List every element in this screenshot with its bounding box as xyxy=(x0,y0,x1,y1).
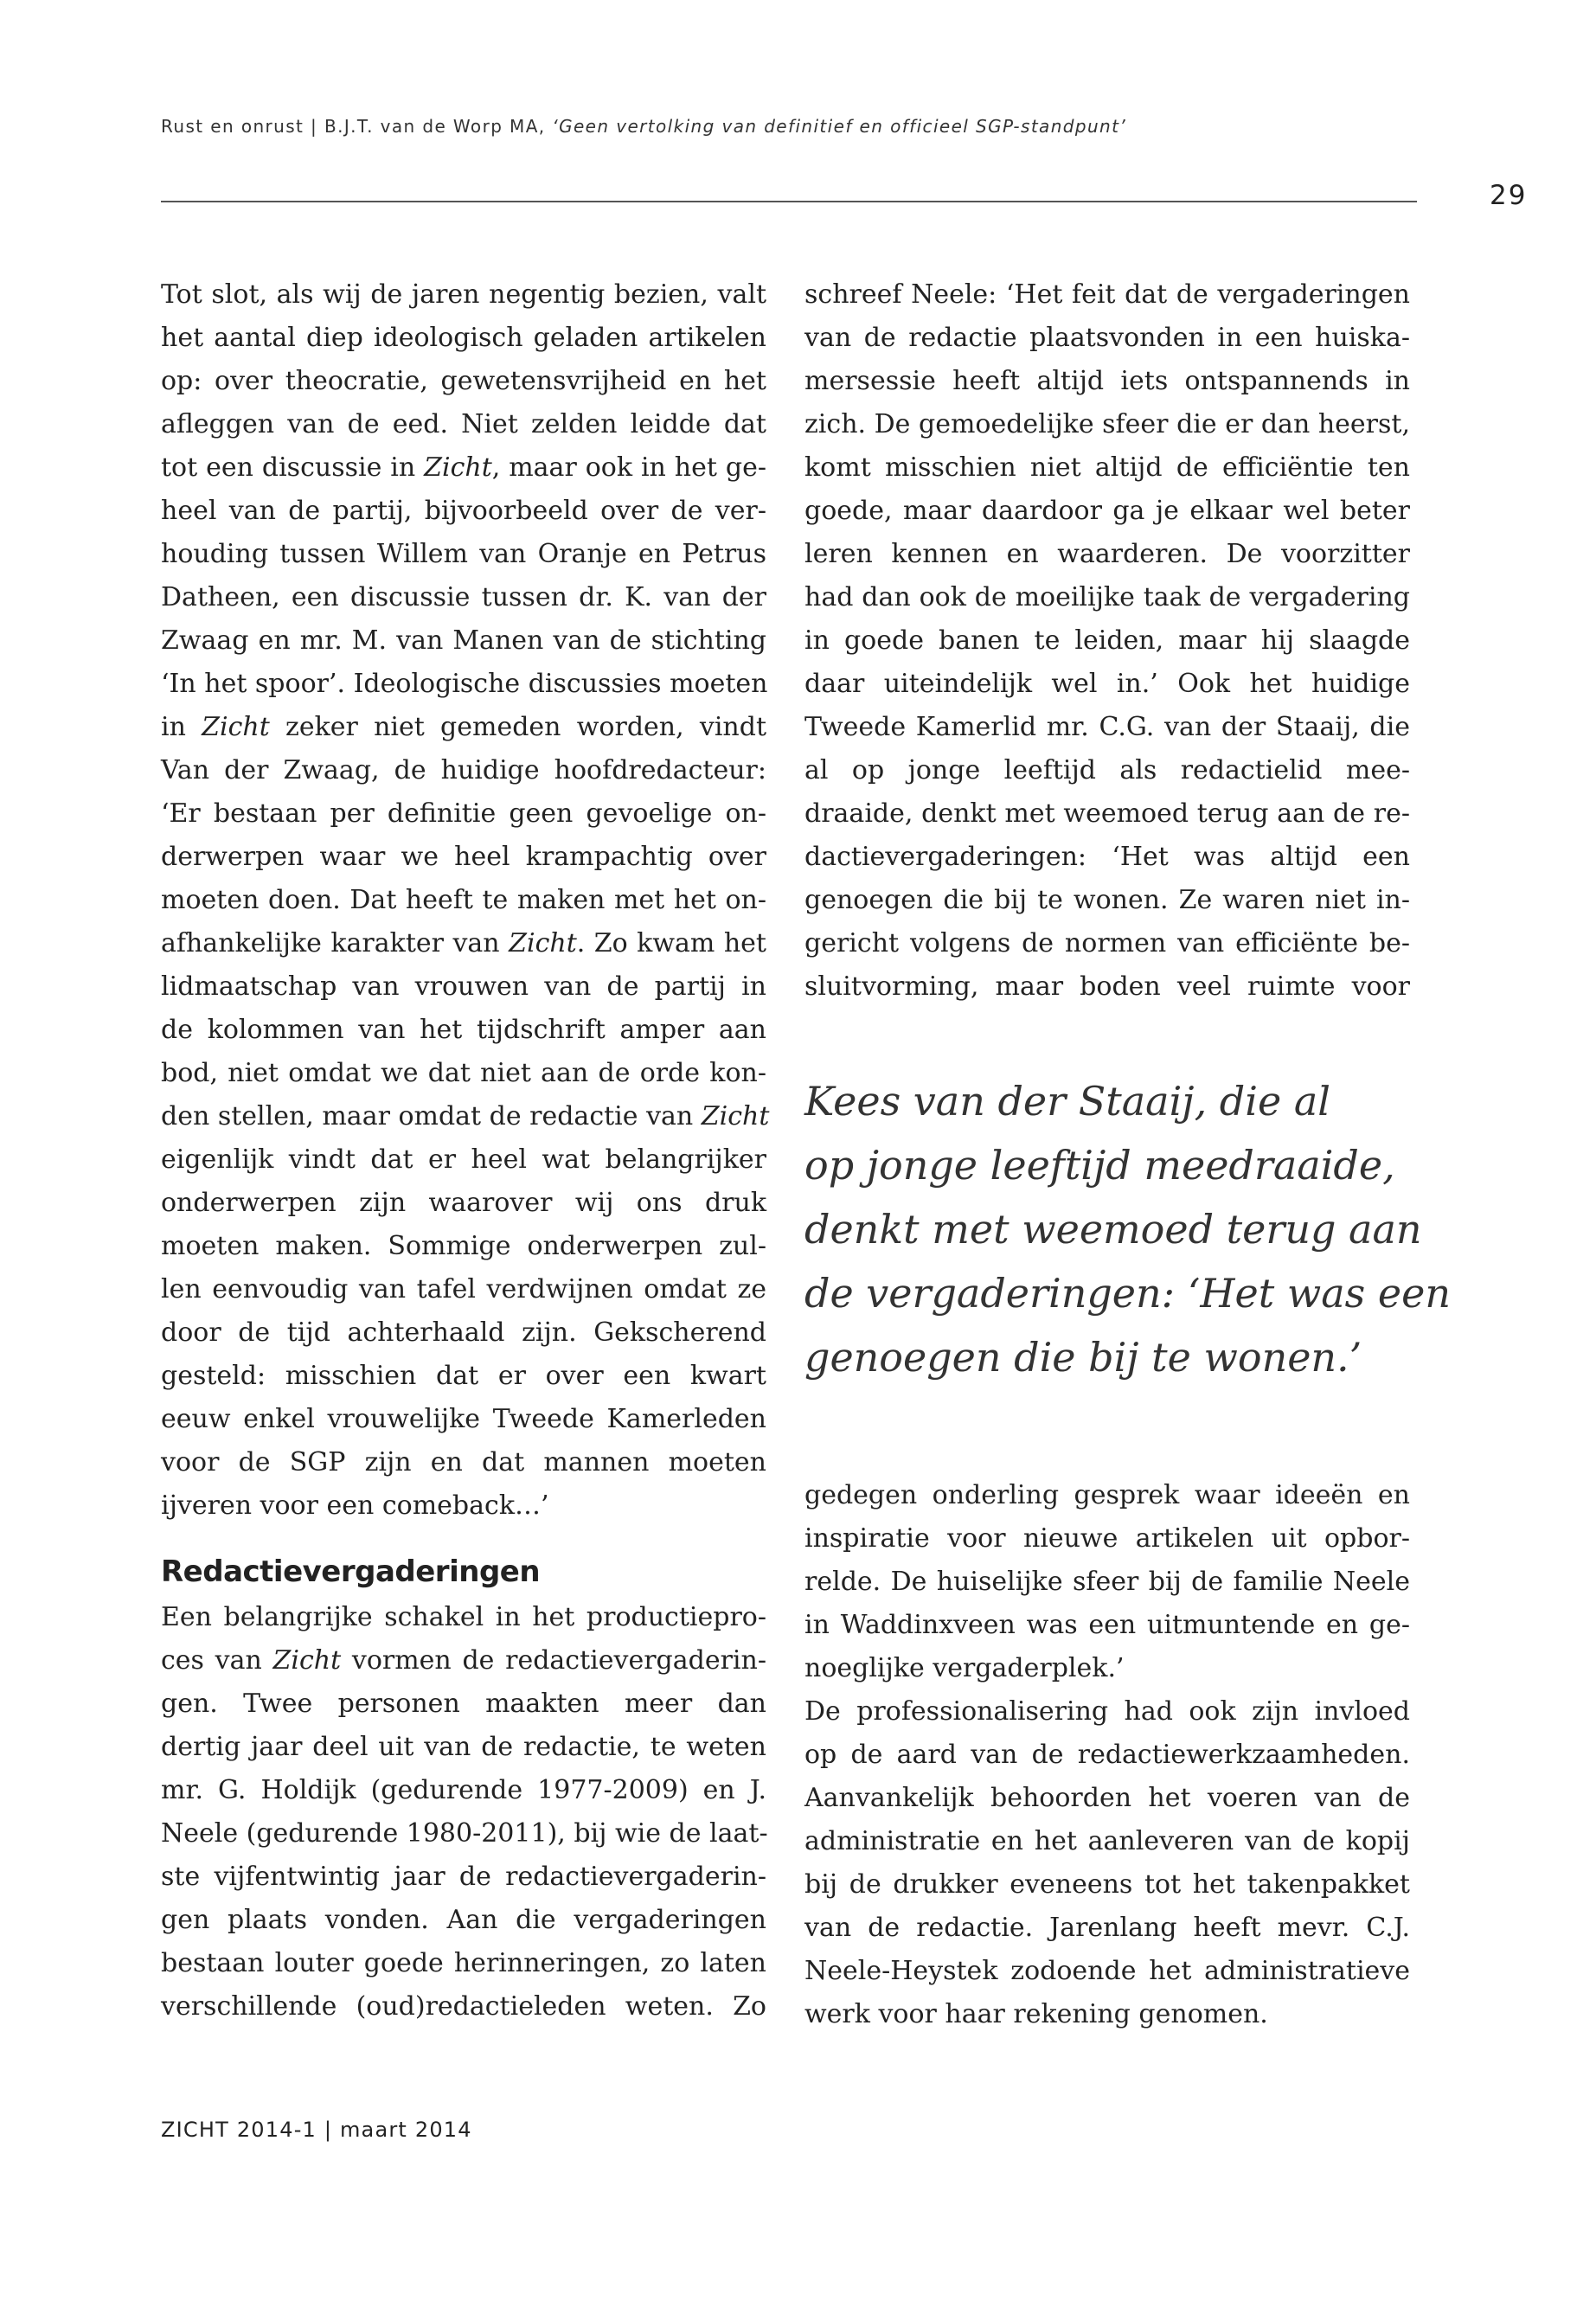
text-line: Aanvankelijk behoorden het voeren van de xyxy=(804,1783,1410,1813)
text-line: De professionalisering had ook zijn invloed xyxy=(804,1696,1410,1727)
pull-quote-line: de vergaderingen: ‘Het was een xyxy=(804,1270,1451,1317)
text-line: mr. G. Holdijk (gedurende 1977-2009) en J. xyxy=(161,1775,766,1805)
text-line: verschillende (oud)redactieleden weten. Zo xyxy=(161,1991,766,2022)
text-line: sluitvorming, maar boden veel ruimte voor xyxy=(804,971,1410,1002)
italic-title: Zicht xyxy=(424,452,492,483)
text-line: houding tussen Willem van Oranje en Petrus xyxy=(161,539,766,569)
text-line: draaide, denkt met weemoed terug aan de re- xyxy=(804,798,1410,829)
header-rule xyxy=(161,201,1417,202)
text-line: afleggen van de eed. Niet zelden leidde dat xyxy=(161,409,766,439)
text-line: derwerpen waar we heel krampachtig over xyxy=(161,842,766,872)
text-line: op de aard van de redactiewerkzaamheden. xyxy=(804,1740,1410,1770)
text-line: gen. Twee personen maakten meer dan xyxy=(161,1689,766,1719)
text-line: administratie en het aanleveren van de kopij xyxy=(804,1826,1410,1856)
running-head-prefix: Rust en onrust | B.J.T. van de Worp MA, xyxy=(161,116,546,137)
text-line: Zwaag en mr. M. van Manen van de stichting xyxy=(161,625,766,656)
section-paragraph xyxy=(161,1596,766,2029)
italic-title: Zicht xyxy=(701,1101,770,1131)
text-line: inspiratie voor nieuwe artikelen uit opbor- xyxy=(804,1523,1410,1554)
text-line: gericht volgens de normen van efficiënte be- xyxy=(804,928,1410,958)
italic-title: Zicht xyxy=(509,928,577,958)
footer-issue: ZICHT 2014-1 | maart 2014 xyxy=(161,2118,472,2142)
text-line: onderwerpen zijn waarover wij ons druk xyxy=(161,1188,766,1218)
text-line: Datheen, een discussie tussen dr. K. van der xyxy=(161,582,766,612)
text-line: den stellen, maar omdat de redactie van Zicht xyxy=(161,1101,770,1131)
text-line: ste vijfentwintig jaar de redactievergaderin- xyxy=(161,1862,766,1892)
text-line: Neele-Heystek zodoende het administratieve xyxy=(804,1956,1410,1986)
text-line: op: over theocratie, gewetensvrijheid en het xyxy=(161,366,766,396)
text-line: bij de drukker eveneens tot het takenpakket xyxy=(804,1869,1410,1900)
text-line: gen plaats vonden. Aan die vergaderingen xyxy=(161,1905,766,1935)
pull-quote-line: op jonge leeftijd meedraaide, xyxy=(804,1142,1395,1189)
text-line: dertig jaar deel uit van de redactie, te weten xyxy=(161,1732,766,1762)
text-line: lidmaatschap van vrouwen van de partij in xyxy=(161,971,766,1002)
left-column-text xyxy=(161,273,770,1528)
text-line: daar uiteindelijk wel in.’ Ook het huidige xyxy=(804,669,1410,699)
text-line: van de redactie. Jarenlang heeft mevr. C.J. xyxy=(804,1913,1410,1943)
text-line: afhankelijke karakter van Zicht. Zo kwam het xyxy=(161,928,766,958)
pull-quote xyxy=(804,1069,1451,1389)
text-line: Tot slot, als wij de jaren negentig bezien, valt xyxy=(161,279,766,310)
pull-quote-line: denkt met weemoed terug aan xyxy=(804,1206,1422,1253)
text-line: bestaan louter goede herinneringen, zo laten xyxy=(161,1948,766,1978)
text-line: komt misschien niet altijd de efficiëntie ten xyxy=(804,452,1410,483)
running-head xyxy=(161,116,1415,137)
italic-title: Zicht xyxy=(202,712,270,742)
text-line: door de tijd achterhaald zijn. Gekscherend xyxy=(161,1317,766,1348)
text-line: ‘In het spoor’. Ideologische discussies moeten xyxy=(161,669,768,699)
text-line: noeglijke vergaderplek.’ xyxy=(804,1653,1125,1683)
text-line: eigenlijk vindt dat er heel wat belangrijker xyxy=(161,1144,766,1175)
text-line: relde. De huiselijke sfeer bij de familie Neele xyxy=(804,1567,1410,1597)
text-line: gesteld: misschien dat er over een kwart xyxy=(161,1361,766,1391)
text-line: ces van Zicht vormen de redactievergaderin- xyxy=(161,1645,766,1676)
text-line: mersessie heeft altijd iets ontspannends in xyxy=(804,366,1410,396)
text-line: zich. De gemoedelijke sfeer die er dan heerst, xyxy=(804,409,1410,439)
text-line: ‘Er bestaan per definitie geen gevoelige on- xyxy=(161,798,766,829)
text-line: al op jonge leeftijd als redactielid mee- xyxy=(804,755,1410,785)
text-line: schreef Neele: ‘Het feit dat de vergaderingen xyxy=(804,279,1410,310)
page-number: 29 xyxy=(1490,180,1528,211)
text-line: bod, niet omdat we dat niet aan de orde kon- xyxy=(161,1058,766,1088)
section-heading: Redactievergaderingen xyxy=(161,1554,541,1589)
text-line: tot een discussie in Zicht, maar ook in het ge- xyxy=(161,452,766,483)
text-line: werk voor haar rekening genomen. xyxy=(804,1999,1268,2029)
pull-quote-line: genoegen die bij te wonen.’ xyxy=(804,1334,1362,1381)
text-line: ijveren voor een comeback…’ xyxy=(161,1490,549,1521)
text-line: len eenvoudig van tafel verdwijnen omdat ze xyxy=(161,1274,766,1304)
text-line: dactievergaderingen: ‘Het was altijd een xyxy=(804,842,1410,872)
text-line: Neele (gedurende 1980-2011), bij wie de laat- xyxy=(161,1818,768,1849)
text-line: Een belangrijke schakel in het productiepro- xyxy=(161,1602,766,1632)
text-line: genoegen die bij te wonen. Ze waren niet in- xyxy=(804,885,1410,915)
right-column-bottom-text xyxy=(804,1474,1410,2036)
text-line: heel van de partij, bijvoorbeeld over de ver- xyxy=(161,496,766,526)
text-line: Tweede Kamerlid mr. C.G. van der Staaij, die xyxy=(804,712,1410,742)
text-line: leren kennen en waarderen. De voorzitter xyxy=(804,539,1410,569)
text-line: had dan ook de moeilijke taak de vergadering xyxy=(804,582,1410,612)
text-line: in Zicht zeker niet gemeden worden, vindt xyxy=(161,712,766,742)
text-line: moeten doen. Dat heeft te maken met het on- xyxy=(161,885,766,915)
text-line: goede, maar daardoor ga je elkaar wel beter xyxy=(804,496,1410,526)
italic-title: Zicht xyxy=(272,1645,342,1676)
text-line: gedegen onderling gesprek waar ideeën en xyxy=(804,1480,1410,1510)
text-line: in goede banen te leiden, maar hij slaagde xyxy=(804,625,1410,656)
text-line: moeten maken. Sommige onderwerpen zul- xyxy=(161,1231,766,1261)
text-line: in Waddinxveen was een uitmuntende en ge- xyxy=(804,1610,1410,1640)
text-line: de kolommen van het tijdschrift amper aan xyxy=(161,1015,766,1045)
running-head-article-title: ‘Geen vertolking van definitief en officieel SGP-standpunt’ xyxy=(552,116,1127,137)
pull-quote-line: Kees van der Staaij, die al xyxy=(804,1078,1330,1125)
text-line: Van der Zwaag, de huidige hoofdredacteur: xyxy=(161,755,766,785)
text-line: voor de SGP zijn en dat mannen moeten xyxy=(161,1447,766,1477)
text-line: het aantal diep ideologisch geladen artikelen xyxy=(161,323,766,353)
right-column-top-text xyxy=(804,273,1410,1009)
text-line: eeuw enkel vrouwelijke Tweede Kamerleden xyxy=(161,1404,766,1434)
text-line: van de redactie plaatsvonden in een huiska- xyxy=(804,323,1410,353)
